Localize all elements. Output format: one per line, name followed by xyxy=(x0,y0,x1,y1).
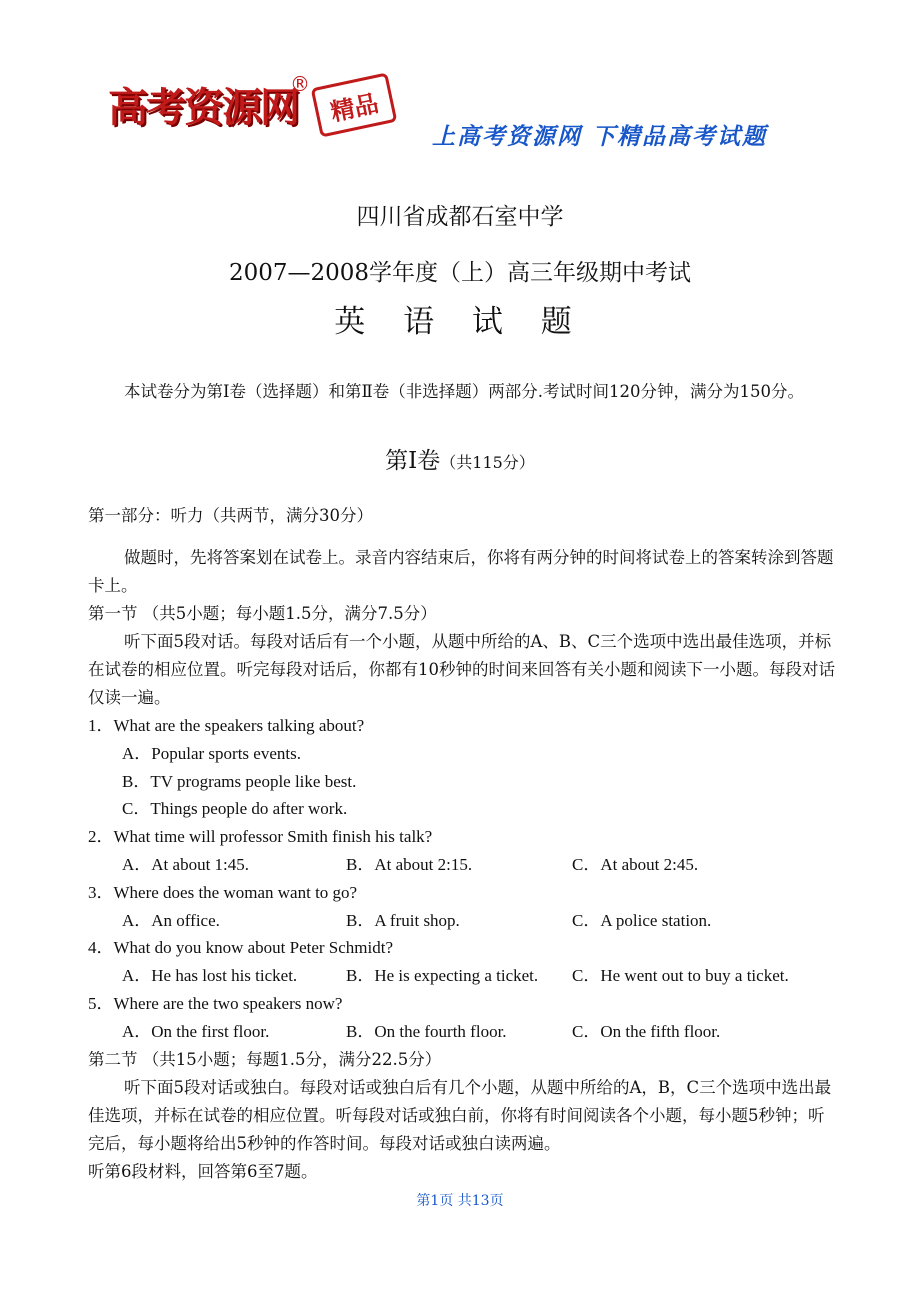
option-a: A．At about 1:45. xyxy=(122,854,250,874)
option-row xyxy=(88,907,848,935)
option-b: B．TV programs people like best. xyxy=(122,771,357,791)
site-logo xyxy=(100,72,400,142)
option-c: C．On the fifth floor. xyxy=(572,1021,721,1041)
question-stem: 3．Where does the woman want to go? xyxy=(88,882,358,902)
option-row xyxy=(88,740,848,768)
part1-label: 第Ⅰ卷 xyxy=(385,448,441,474)
section-heading: 第一部分：听力（共两节，满分30分） xyxy=(88,506,373,525)
quality-stamp xyxy=(311,72,398,137)
registered-mark: ® xyxy=(290,72,310,96)
slogan: 上高考资源网 下精品高考试题 xyxy=(432,123,768,150)
listening-instruction: 做题时，先将答案划在试卷上。录音内容结束后，你将有两分钟的时间将试卷上的答案转涂到答题卡上。 xyxy=(88,548,834,595)
section2-instruction: 听下面5段对话或独白。每段对话或独白后有几个小题，从题中所给的A，B，C三个选项中选出最佳选项，并标在试卷的相应位置。听每段对话或独白前，你将有时间阅读各个小题，每小题5秒钟；听完后，每小题将给出5秒钟的作答时间。每段对话或独白读两遍。 xyxy=(88,1078,832,1153)
question-stem: 2．What time will professor Smith finish his talk? xyxy=(88,827,433,847)
option-c: C．At about 2:45. xyxy=(572,854,699,874)
logo-text: 高考资源网 xyxy=(108,84,298,131)
school-name: 四川省成都石室中学 xyxy=(356,204,564,230)
option-c: C．A police station. xyxy=(572,910,712,930)
page-footer: 第1页 共13页 xyxy=(416,1193,504,1209)
stamp-text: 精品 xyxy=(327,87,381,127)
option-b: B．On the fourth floor. xyxy=(346,1021,507,1041)
section1-instruction: 听下面5段对话。每段对话后有一个小题，从题中所给的A、B、C三个选项中选出最佳选项，并标在试卷的相应位置。听完每段对话后，你都有10秒钟的时间来回答有关小题和阅读下一小题。每段对话仅读一遍。 xyxy=(88,632,835,707)
subject-title: 英 语 试 题 xyxy=(334,304,586,340)
option-row xyxy=(88,962,848,990)
option-a: A．An office. xyxy=(122,910,220,930)
part1-title xyxy=(0,442,920,475)
section1-heading: 第一节 （共5小题；每小题1.5分，满分7.5分） xyxy=(88,604,437,623)
intro-paragraph: 本试卷分为第Ⅰ卷（选择题）和第Ⅱ卷（非选择题）两部分.考试时间120分钟，满分为150分。 xyxy=(124,382,804,401)
option-a: A．Popular sports events. xyxy=(122,743,301,763)
part1-score: （共115分） xyxy=(440,453,535,472)
question-list xyxy=(88,712,848,1046)
option-b: B．At about 2:15. xyxy=(346,854,473,874)
option-b: B．A fruit shop. xyxy=(346,910,460,930)
option-row xyxy=(88,795,848,823)
exam-title: 2007—2008学年度（上）高三年级期中考试 xyxy=(228,260,692,286)
option-c: C．He went out to buy a ticket. xyxy=(572,966,789,986)
option-b: B．He is expecting a ticket. xyxy=(346,966,539,986)
material-note: 听第6段材料，回答第6至7题。 xyxy=(88,1162,318,1181)
question-stem: 4．What do you know about Peter Schmidt? xyxy=(88,938,394,958)
option-row xyxy=(88,851,848,879)
option-a: A．He has lost his ticket. xyxy=(122,966,298,986)
question-stem: 1．What are the speakers talking about? xyxy=(88,716,365,735)
option-row xyxy=(88,768,848,796)
option-row xyxy=(88,1018,848,1046)
option-c: C．Things people do after work. xyxy=(122,799,348,819)
option-a: A．On the first floor. xyxy=(122,1021,270,1041)
question-stem: 5．Where are the two speakers now? xyxy=(88,993,343,1013)
section2-heading: 第二节 （共15小题；每题1.5分，满分22.5分） xyxy=(88,1050,442,1069)
